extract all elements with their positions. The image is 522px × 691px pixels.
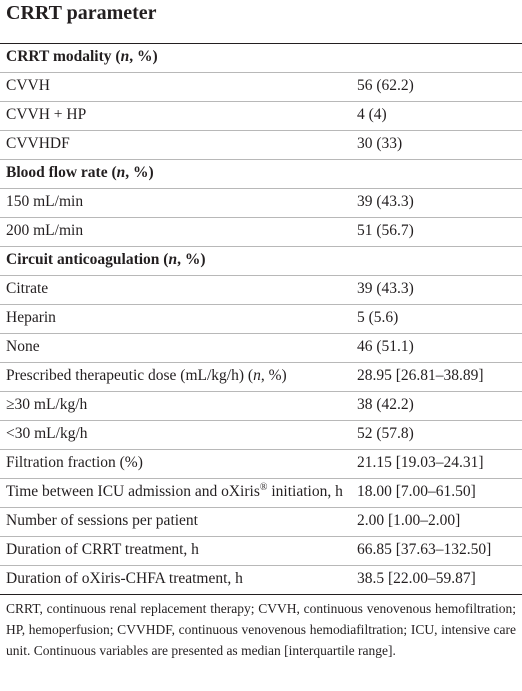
table-row [0,537,522,566]
row-value: 38.5 [22.00–59.87] [357,570,476,587]
row-value: 46 (51.1) [357,338,414,355]
table-row [0,102,522,131]
row-label: CVVH [6,77,50,94]
row-value: 18.00 [7.00–61.50] [357,483,476,500]
registered-mark: ® [259,481,268,493]
row-label: Filtration fraction (%) [6,454,143,471]
section-label: Blood flow rate (n, %) [6,164,154,181]
row-label: CVVHDF [6,135,70,152]
table-row [0,450,522,479]
row-label: Number of sessions per patient [6,512,198,529]
row-label: ≥30 mL/kg/h [6,396,88,413]
section-label: Circuit anticoagulation (n, %) [6,251,206,268]
table-header [0,0,522,44]
row-value: 51 (56.7) [357,222,414,239]
row-value: 21.15 [19.03–24.31] [357,454,484,471]
row-value: 28.95 [26.81–38.89] [357,367,484,384]
row-label: Citrate [6,280,49,297]
table-row [0,44,522,73]
row-value: 66.85 [37.63–132.50] [357,541,492,558]
row-value: 30 (33) [357,135,403,152]
row-value: 4 (4) [357,106,387,123]
section-label: CRRT modality (n, %) [6,48,158,65]
row-value: 5 (5.6) [357,309,399,326]
table-row [0,189,522,218]
row-label: 200 mL/min [6,222,84,239]
row-value: 38 (42.2) [357,396,414,413]
row-value: 2.00 [1.00–2.00] [357,512,461,529]
table-row [0,392,522,421]
row-label: CVVH + HP [6,106,87,123]
table-row [0,479,522,508]
table-row [0,247,522,276]
row-label: Duration of CRRT treatment, h [6,541,199,558]
row-label: Time between ICU admission and oXiris® initiation, h [6,481,343,500]
row-value: 39 (43.3) [357,193,414,210]
table-row [0,160,522,189]
row-value: 39 (43.3) [357,280,414,297]
table-row [0,131,522,160]
table-row [0,73,522,102]
table-row [0,508,522,537]
row-label: Prescribed therapeutic dose (mL/kg/h) (n, %) [6,367,287,384]
table-footnote: CRRT, continuous renal replacement therapy; CVVH, continuous venovenous hemofiltration; HP, hemoperfusion; CVVHDF, continuous venovenous hemodiafiltration; ICU, intensive care unit. Continuous variables are presented as median [interquartile range]. [6,601,516,658]
row-label: Duration of oXiris-CHFA treatment, h [6,570,243,587]
table-row [0,363,522,392]
row-value: 52 (57.8) [357,425,414,442]
table-row [0,566,522,595]
row-label: Heparin [6,309,56,326]
table-title: CRRT parameter [6,2,157,24]
table-row [0,334,522,363]
row-label: 150 mL/min [6,193,84,210]
row-value: 56 (62.2) [357,77,414,94]
table-row [0,218,522,247]
row-label: <30 mL/kg/h [6,425,88,442]
table-row [0,305,522,334]
table-row [0,421,522,450]
table-row [0,276,522,305]
row-label: None [6,338,40,355]
